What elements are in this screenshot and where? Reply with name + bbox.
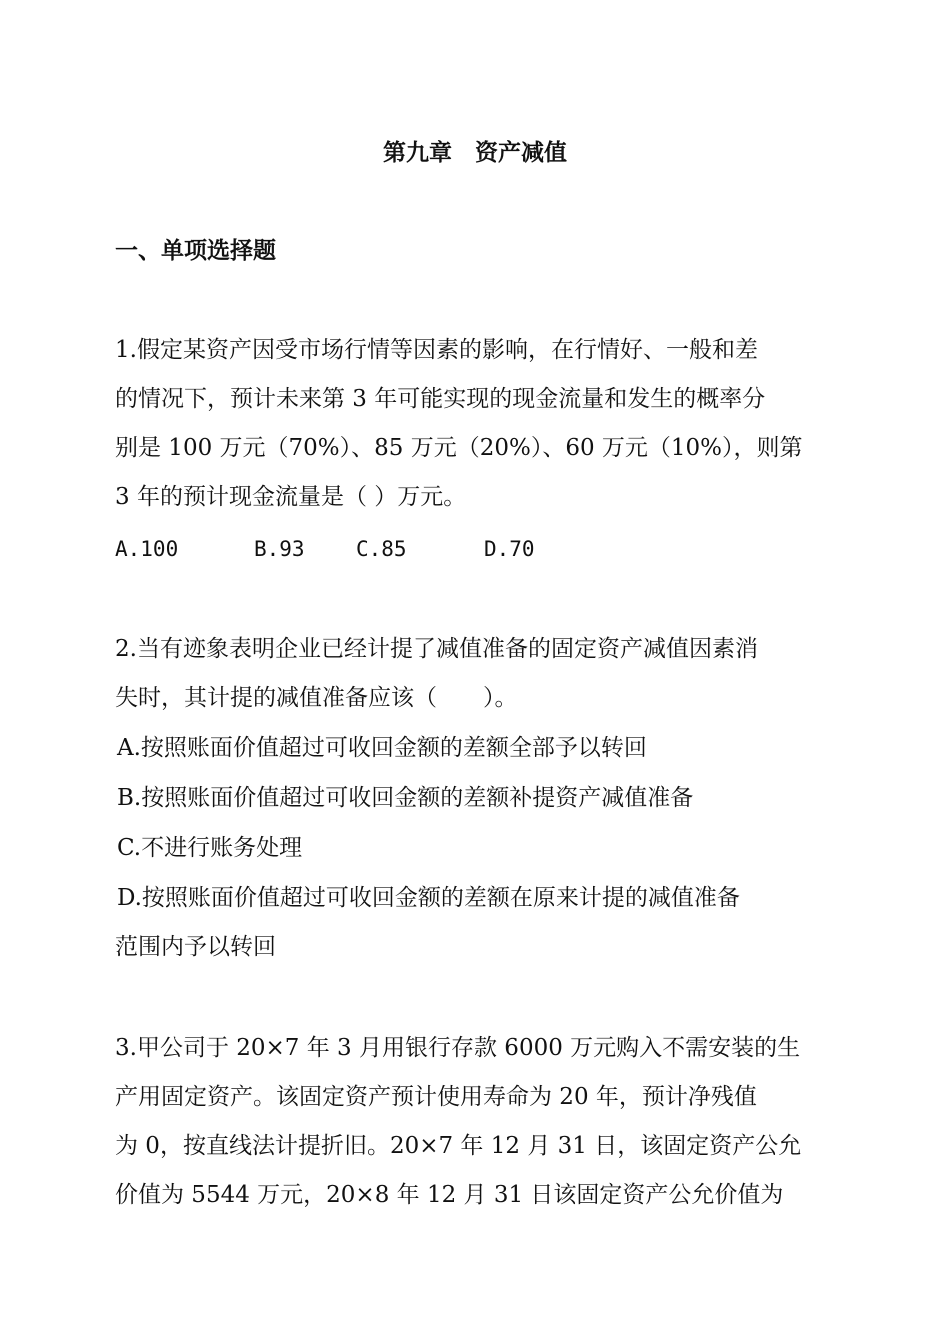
question-1-option-c: C.85 xyxy=(356,537,407,561)
question-1-line: 的情况下，预计未来第 3 年可能实现的现金流量和发生的概率分 xyxy=(115,386,766,412)
question-1-line: 1.假定某资产因受市场行情等因素的影响，在行情好、一般和差 xyxy=(115,337,758,363)
question-1-options xyxy=(115,532,565,566)
question-2-text xyxy=(115,625,840,723)
question-2-option-a: A.按照账面价值超过可收回金额的差额全部予以转回 xyxy=(117,735,647,761)
question-1-line: 3 年的预计现金流量是（ ）万元。 xyxy=(115,484,467,510)
question-2-line: 2.当有迹象表明企业已经计提了减值准备的固定资产减值因素消 xyxy=(115,636,758,662)
question-2-option-c: C.不进行账务处理 xyxy=(117,835,303,861)
question-2-option-d: D.按照账面价值超过可收回金额的差额在原来计提的减值准备 xyxy=(117,885,740,911)
question-2-option-d-continued: 范围内予以转回 xyxy=(115,934,276,960)
question-3-line: 3.甲公司于 20×7 年 3 月用银行存款 6000 万元购入不需安装的生 xyxy=(115,1035,801,1061)
section-title: 一、单项选择题 xyxy=(115,238,276,264)
question-1-option-b: B.93 xyxy=(254,537,305,561)
chapter-title: 第九章 资产减值 xyxy=(383,140,567,166)
question-3-line: 为 0，按直线法计提折旧。20×7 年 12 月 31 日，该固定资产公允 xyxy=(115,1133,802,1159)
question-1-text xyxy=(115,326,840,522)
question-3-text xyxy=(115,1024,840,1220)
question-3-line: 产用固定资产。该固定资产预计使用寿命为 20 年，预计净残值 xyxy=(115,1084,757,1110)
question-2-line: 失时，其计提的减值准备应该（ ）。 xyxy=(115,685,518,711)
question-3-line: 价值为 5544 万元，20×8 年 12 月 31 日该固定资产公允价值为 xyxy=(115,1182,784,1208)
question-2-option-b: B.按照账面价值超过可收回金额的差额补提资产减值准备 xyxy=(117,785,694,811)
question-1-option-d: D.70 xyxy=(484,537,535,561)
question-1-option-a: A.100 xyxy=(115,537,179,561)
question-1-line: 别是 100 万元（70%）、85 万元（20%）、60 万元（10%），则第 xyxy=(115,435,803,461)
